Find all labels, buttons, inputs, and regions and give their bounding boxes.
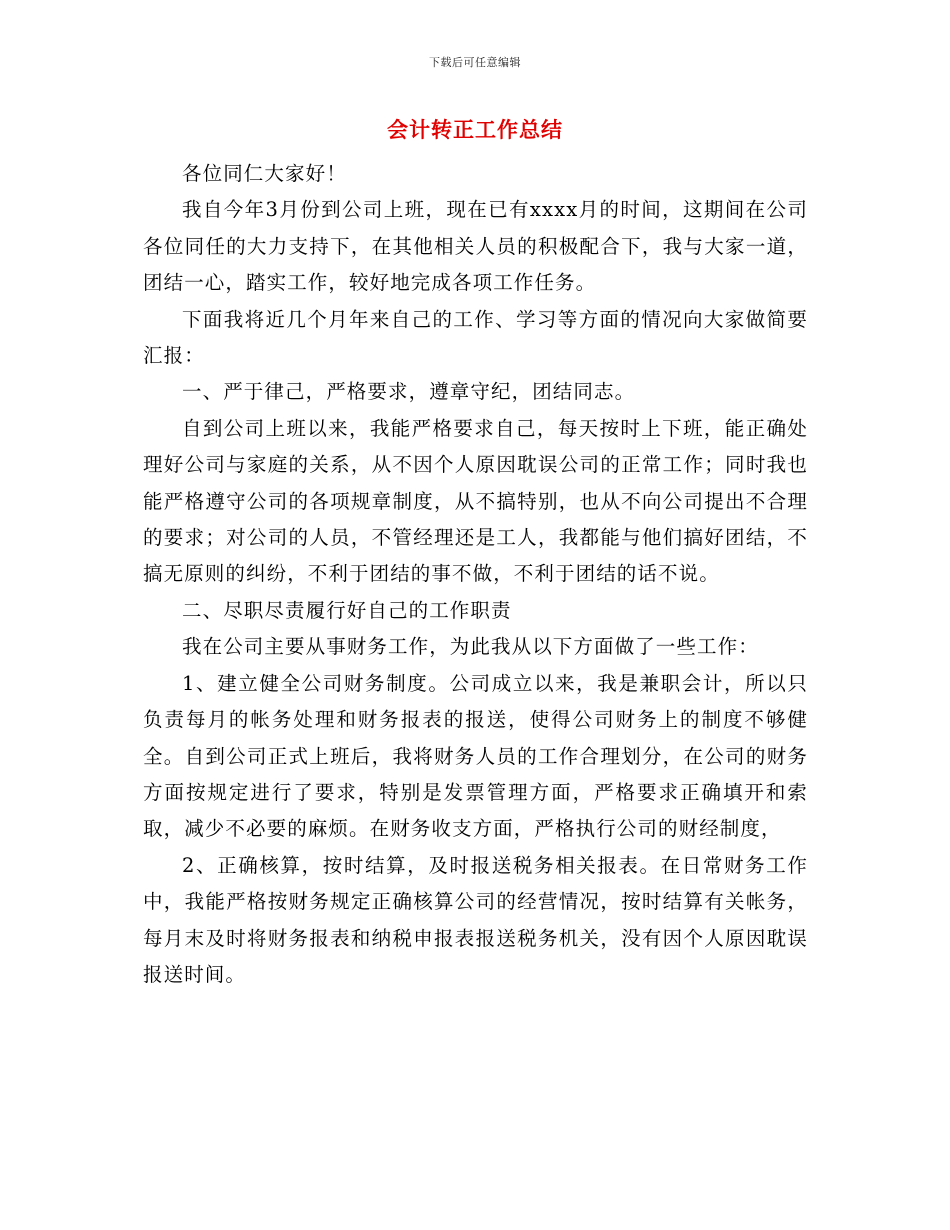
paragraph-discipline: 自到公司上班以来，我能严格要求自己，每天按时上下班，能正确处理好公司与家庭的关系，从不因个人原因耽误公司的正常工作；同时我也能严格遵守公司的各项规章制度，从不搞特别，也从不向公司提出不合理的要求；对公司的人员，不管经理还是工人，我都能与他们搞好团结，不搞无原则的纠纷，不利于团结的事不做，不利于团结的话不说。 [143,416,808,586]
paragraph-item-1: 1、建立健全公司财务制度。公司成立以来，我是兼职会计，所以只负责每月的帐务处理和财务报表的报送，使得公司财务上的制度不够健全。自到公司正式上班后，我将财务人员的工作合理划分，在公司的财务方面按规定进行了要求，特别是发票管理方面，严格要求正确填开和索取，减少不必要的麻烦。在财务收支方面，严格执行公司的财经制度， [143,671,808,841]
document-body [143,156,808,993]
paragraph-duties-lead: 我在公司主要从事财务工作，为此我从以下方面做了一些工作： [182,635,759,659]
document-title: 会计转正工作总结 [387,117,563,142]
header-note: 下载后可任意编辑 [429,56,521,69]
paragraph-intro: 我自今年3月份到公司上班，现在已有xxxx月的时间，这期间在公司各位同任的大力支持下，在其他相关人员的积极配合下，我与大家一道，团结一心，踏实工作，较好地完成各项工作任务。 [143,198,808,295]
section-heading-1: 一、严于律己，严格要求，遵章守纪，团结同志。 [182,380,636,404]
paragraph-greeting: 各位同仁大家好！ [182,162,347,185]
section-heading-2: 二、尽职尽责履行好自己的工作职责 [182,598,512,622]
paragraph-item-2: 2、正确核算，按时结算，及时报送税务相关报表。在日常财务工作中，我能严格按财务规定正确核算公司的经营情况，按时结算有关帐务，每月末及时将财务报表和纳税申报表报送税务机关，没有因个人原因耽误报送时间。 [143,853,808,986]
paragraph-report-lead: 下面我将近几个月年来自己的工作、学习等方面的情况向大家做简要汇报： [143,307,808,368]
